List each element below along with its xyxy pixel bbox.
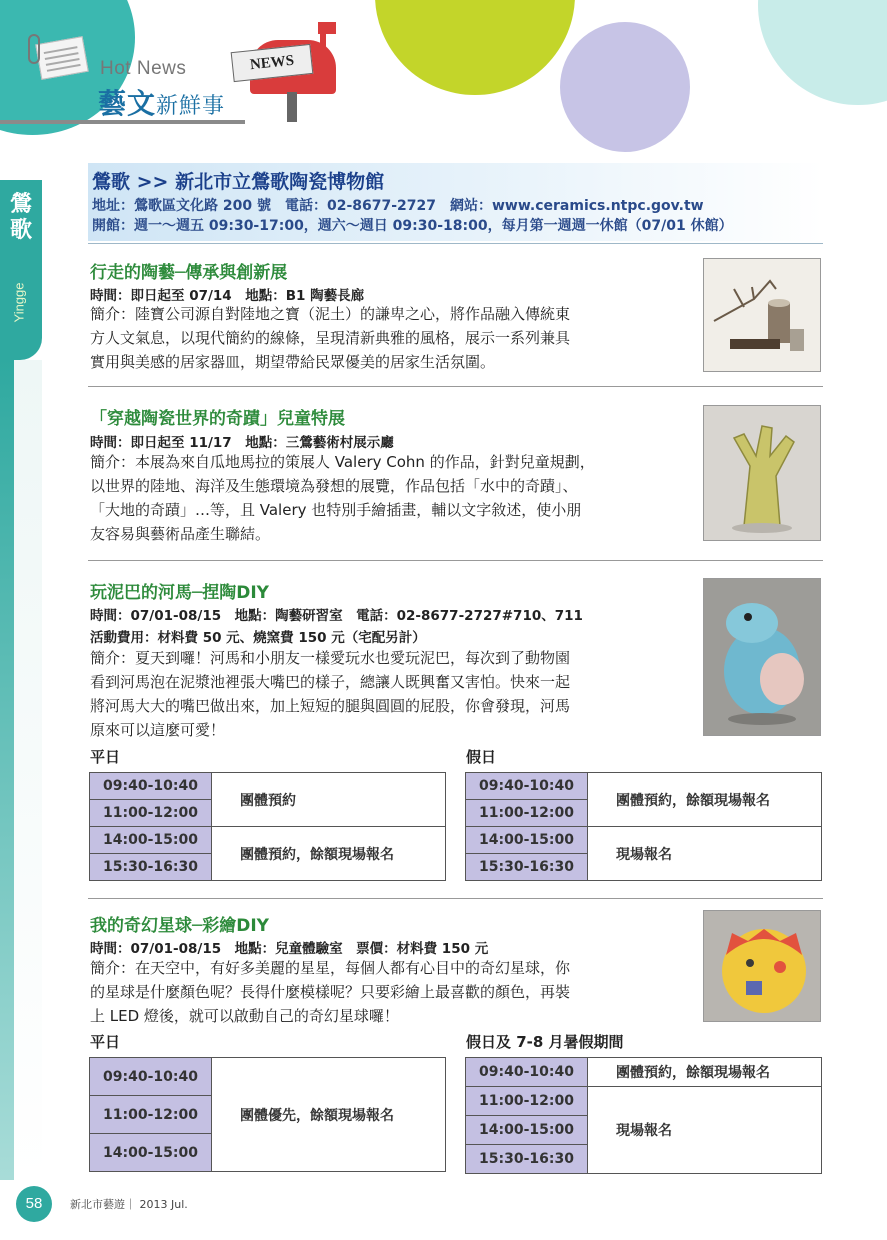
museum-address: 地址：鶯歌區文化路 200 號 電話：02-8677-2727 網站：www.ceramics.ntpc.gov.tw [92, 198, 704, 214]
section-3-fee: 活動費用：材料費 50 元、燒窯費 150 元（宅配另計） [90, 630, 426, 646]
table-cell-time: 11:00-12:00 [90, 1096, 212, 1134]
museum-area: 鶯歌 [92, 171, 131, 193]
table-cell-time: 14:00-15:00 [90, 827, 212, 854]
museum-hours: 開館：週一～週五 09:30-17:00，週六～週日 09:30-18:00，每月第一週週一休館（07/01 休館） [92, 218, 733, 234]
hippo-holiday-label: 假日 [466, 748, 497, 766]
section-4-info: 時間：07/01-08/15 地點：兒童體驗室 票價：材料費 150 元 [90, 941, 489, 957]
decor-circle-lavender [560, 22, 690, 152]
side-strip [0, 360, 14, 1180]
section-2-title: 「穿越陶瓷世界的奇蹟」兒童特展 [90, 409, 345, 429]
table-cell-time: 09:40-10:40 [90, 773, 212, 800]
decor-circle-light-teal [758, 0, 887, 105]
table-cell-time: 09:40-10:40 [466, 773, 588, 800]
section-3-title: 玩泥巴的河馬─捏陶DIY [90, 583, 269, 603]
planet-holiday-table [465, 1057, 822, 1174]
section-3-info: 時間：07/01-08/15 地點：陶藝研習室 電話：02-8677-2727#710、711 [90, 608, 583, 624]
mailbox-icon [232, 22, 347, 122]
section-3-desc: 簡介：夏天到囉！河馬和小朋友一樣愛玩水也愛玩泥巴，每次到了動物園 看到河馬泡在泥漿池裡張大嘴巴的樣子，總讓人既興奮又害怕。快來一起 將河馬大大的嘴巴做出來，加上短短的腿與圓圓的屁股，你會發現，河馬 原來可以這麼可愛！ [90, 649, 571, 739]
planet-weekday-table [89, 1057, 446, 1172]
table-cell-time: 14:00-15:00 [90, 1134, 212, 1172]
table-cell-note: 團體預約 [212, 773, 446, 827]
section-2-desc: 簡介：本展為來自瓜地馬拉的策展人 Valery Cohn 的作品，針對兒童規劃， 以世界的陸地、海洋及生態環境為發想的展覽，作品包括「水中的奇蹟」、 「大地的奇蹟」…等，且 Valery 也特別手繪插畫，輔以文字敘述，使小朋 友容易與藝術品產生聯結。 [90, 453, 595, 543]
section-2-info: 時間：即日起至 11/17 地點：三鶯藝術村展示廳 [90, 435, 394, 451]
footer-publication: 新北市藝遊｜ 2013 Jul. [70, 1198, 188, 1211]
table-cell-note: 團體預約，餘額現場報名 [588, 773, 822, 827]
planet-weekday-label: 平日 [90, 1033, 121, 1051]
table-cell-time: 14:00-15:00 [466, 827, 588, 854]
section-1-info: 時間：即日起至 07/14 地點：B1 陶藝長廊 [90, 288, 365, 304]
table-cell-note: 團體預約，餘額現場報名 [212, 827, 446, 881]
hippo-weekday-label: 平日 [90, 748, 121, 766]
table-cell-note: 現場報名 [588, 827, 822, 881]
table-cell-time: 11:00-12:00 [466, 1087, 588, 1116]
hippo-holiday-table [465, 772, 822, 881]
paperclip-icon [28, 34, 40, 64]
section-4-photo [703, 910, 821, 1022]
table-cell-time: 15:30-16:30 [466, 854, 588, 881]
hot-news-label: Hot News [100, 58, 187, 79]
section-4-desc: 簡介：在天空中，有好多美麗的星星，每個人都有心目中的奇幻星球，你 的星球是什麼顏色呢？長得什麼模樣呢？只要彩繪上最喜歡的顏色，再裝 上 LED 燈後，就可以啟動自己的奇幻星球囉！ [90, 959, 571, 1025]
museum-arrow: >> [136, 171, 169, 193]
table-cell-time: 09:40-10:40 [466, 1058, 588, 1087]
section-separator [88, 560, 823, 561]
table-cell-time: 11:00-12:00 [90, 800, 212, 827]
section-1-photo [703, 258, 821, 372]
table-cell-time: 14:00-15:00 [466, 1116, 588, 1145]
table-cell-note: 現場報名 [588, 1087, 822, 1174]
section-1-desc: 簡介：陸寶公司源自對陸地之寶（泥土）的謙卑之心，將作品融入傳統東 方人文氣息，以現代簡約的線條，呈現清新典雅的風格，展示一系列兼具 實用與美感的居家器皿，期望帶給民眾優美的居家生活氛圍。 [90, 305, 571, 371]
section-1-title: 行走的陶藝─傳承與創新展 [90, 263, 288, 283]
museum-name: 新北市立鶯歌陶瓷博物館 [175, 171, 385, 193]
table-cell-time: 15:30-16:30 [90, 854, 212, 881]
decor-circle-lime [375, 0, 575, 95]
side-region-cn: 鶯歌 [9, 192, 32, 243]
museum-title [92, 167, 384, 194]
page-title-small: 新鮮事 [156, 94, 226, 119]
side-strip-light [14, 360, 42, 1180]
page-title-big: 藝文 [98, 87, 157, 120]
planet-holiday-label: 假日及 7-8 月暑假期間 [466, 1033, 624, 1051]
page-number: 58 [16, 1186, 52, 1222]
table-cell-note: 團體預約，餘額現場報名 [588, 1058, 822, 1087]
section-4-title: 我的奇幻星球─彩繪DIY [90, 916, 269, 936]
table-cell-time: 11:00-12:00 [466, 800, 588, 827]
side-region-en: Yingge [11, 282, 27, 323]
section-separator [88, 386, 823, 387]
table-cell-time: 15:30-16:30 [466, 1145, 588, 1174]
section-3-photo [703, 578, 821, 736]
mailbox-news-label: NEWS [231, 44, 314, 82]
museum-band-line [88, 243, 823, 244]
section-separator [88, 898, 823, 899]
section-2-photo [703, 405, 821, 541]
hippo-weekday-table [89, 772, 446, 881]
table-cell-note: 團體優先，餘額現場報名 [212, 1058, 446, 1172]
table-cell-time: 09:40-10:40 [90, 1058, 212, 1096]
page-title [98, 82, 225, 122]
